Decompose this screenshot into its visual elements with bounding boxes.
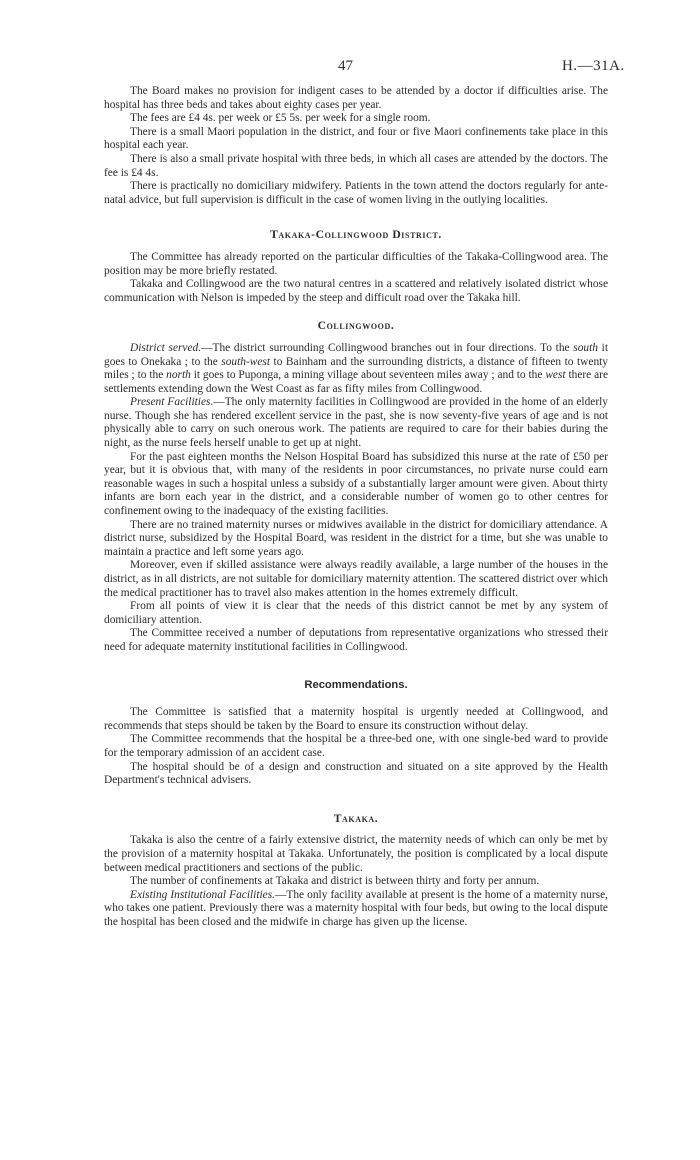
paragraph: There are no trained maternity nurses or midwives available in the district for domiciliary attendance. A district nurse, subsidized by the Hospital Board, was resident in the district for a time, but she was unable to maintain a practice and left some years ago.	[104, 518, 608, 558]
document-reference: H.—31A.	[562, 58, 625, 74]
text-run: —The only maternity facilities in Collingwood are provided in the home of an elderly nurse. Though she has rendered excellent service in the past, she is now seventy-five years of age and is not physically able to carry on such onerous work. The patients are required to care for their babies during the night, as the nurse feels herself unable to get up at night.	[104, 396, 608, 450]
paragraph: There is practically no domiciliary midwifery. Patients in the town attend the doctors regularly for ante-natal advice, but full supervision is difficult in the case of women living in the outlying localities.	[104, 180, 608, 206]
page-header	[0, 58, 700, 78]
emphasis-word: north	[166, 369, 191, 382]
emphasis-word: south-west	[221, 355, 271, 368]
section-heading-collingwood: Collingwood.	[317, 319, 395, 333]
paragraph: There is also a small private hospital with three beds, in which all cases are attended by the doctors. The fee is £4 4s.	[104, 152, 608, 179]
subheading-present-facilities: Present Facilities.	[130, 396, 214, 409]
text-run: it goes to Onekaka ; to the	[104, 341, 608, 368]
paragraph-existing-facilities	[104, 889, 608, 930]
paragraph: There is a small Maori population in the district, and four or five Maori confinements take place in this hospital each year.	[104, 125, 608, 152]
subheading-district-served: District served.	[130, 341, 202, 354]
paragraph-district-served	[104, 342, 608, 396]
paragraph: The Committee received a number of deputations from representative organizations who stressed their need for adequate maternity institutional facilities in Collingwood.	[104, 627, 608, 653]
text-run: it goes to Puponga, a mining village about seventeen miles away ; and to the	[190, 369, 546, 382]
paragraph: The fees are £4 4s. per week or £5 5s. per week for a single room.	[130, 112, 431, 125]
paragraph: For the past eighteen months the Nelson Hospital Board has subsidized this nurse at the rate of £50 per year, but it is obvious that, with many of the residents in poor circumstances, no private nurse could earn reasonable wages in such a hospital unless a subsidy of a substantially larger amount were given. About thirty infants are born each year in the district, and a considerable number of women go to other centres for confinement owing to the inadequacy of the existing facilities.	[104, 450, 608, 518]
emphasis-word: south	[573, 341, 598, 354]
paragraph: The Board makes no provision for indigent cases to be attended by a doctor if difficulties arise. The hospital has three beds and takes about eighty cases per year.	[104, 85, 608, 111]
document-body	[104, 85, 608, 929]
text-run: there are settlements extending down the West Coast as far as fifty miles from Collingwood.	[104, 369, 609, 395]
section-heading-takaka-collingwood: Takaka-Collingwood District.	[270, 228, 442, 242]
paragraph: The number of confinements at Takaka and district is between thirty and forty per annum.	[130, 875, 540, 888]
section-heading-takaka: Takaka.	[333, 811, 379, 825]
paragraph: Moreover, even if skilled assistance were always readily available, a large number of the houses in the district, as in all districts, are not suitable for domiciliary maternity attention. The scattered district over which the medical practitioner has to travel also makes attention in the homes extremely difficult.	[104, 559, 608, 599]
paragraph: The Committee recommends that the hospital be a three-bed one, with one single-bed ward to provide for the temporary admission of an accident case.	[104, 733, 608, 759]
emphasis-word: west	[545, 369, 566, 382]
paragraph: Takaka and Collingwood are the two natural centres in a scattered and relatively isolated district whose communication with Nelson is impeded by the steep and difficult road over the Takaka hill.	[104, 278, 608, 304]
text-run: —The only facility available at present is the home of a maternity nurse, who takes one patient. Previously there was a maternity hospital with four beds, but owing to the local dispute the hospital has been closed and the midwife in charge has given up the license.	[104, 888, 608, 928]
paragraph: The Committee has already reported on the particular difficulties of the Takaka-Collingwood area. The position may be more briefly restated.	[104, 250, 608, 277]
text-run: to Bainham and the surrounding districts, a distance of fifteen to twenty miles ; to the	[104, 355, 609, 382]
page-number: 47	[338, 58, 353, 74]
paragraph: The hospital should be of a design and construction and situated on a site approved by the Health Department's technical advisers.	[104, 760, 608, 787]
subheading-existing-facilities: Existing Institutional Facilities.	[130, 888, 275, 901]
paragraph: From all points of view it is clear that the needs of this district cannot be met by any system of domiciliary attention.	[104, 600, 608, 626]
section-heading-recommendations: Recommendations.	[304, 678, 408, 691]
text-run: —The district surrounding Collingwood branches out in four directions. To the	[201, 341, 574, 354]
paragraph: The Committee is satisfied that a maternity hospital is urgently needed at Collingwood, and recommends that steps should be taken by the Board to ensure its construction without delay.	[104, 706, 608, 732]
paragraph: Takaka is also the centre of a fairly extensive district, the maternity needs of which can only be met by the provision of a maternity hospital at Takaka. Unfortunately, the position is complicated by a local dispute between medical practitioners and sections of the public.	[104, 834, 608, 874]
paragraph-present-facilities	[104, 396, 608, 450]
